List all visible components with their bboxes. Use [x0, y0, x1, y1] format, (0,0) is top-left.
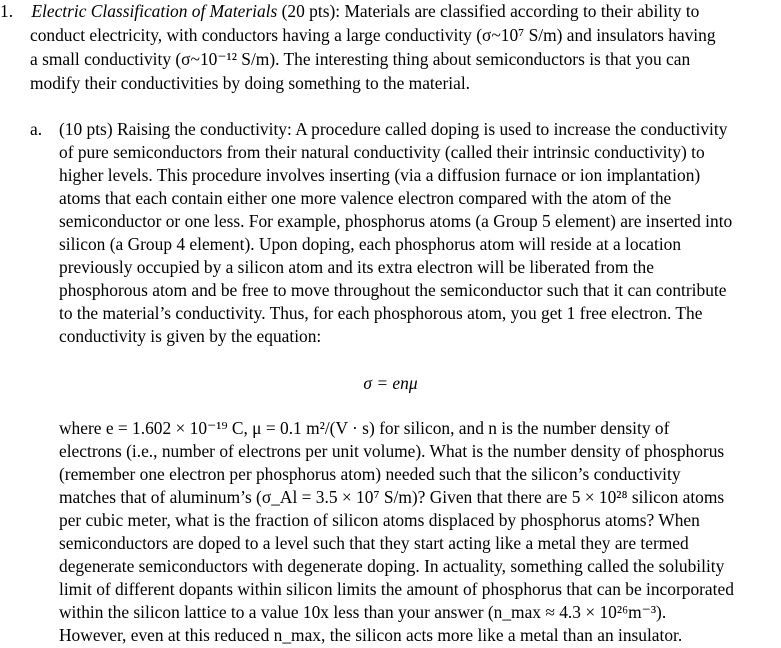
part-a-line-10: conductivity is given by the equation: — [59, 326, 322, 346]
part-a-line-6: silicon (a Group 4 element). Upon doping, each phosphorus atom will reside at a location — [59, 234, 682, 254]
part-a-line-2: of pure semiconductors from their natural conductivity (called their intrinsic conductivity) to — [59, 142, 705, 162]
problem-title: Electric Classification of Materials — [31, 1, 278, 21]
part-a-after-line-7: degenerate semiconductors with degenerate doping. In actuality, something called the solubility — [59, 556, 725, 576]
problem-intro-line-4: modify their conductivities by doing something to the material. — [30, 73, 470, 93]
problem-intro-line-3: a small conductivity (σ~10⁻¹² S/m). The interesting thing about semiconductors is that you can — [30, 49, 691, 69]
problem-number: 1. — [0, 1, 14, 21]
part-a-after-line-10: However, even at this reduced n_max, the silicon acts more like a metal than an insulator. — [59, 625, 683, 645]
part-a-marker: a. — [30, 119, 43, 139]
part-a-line-5: semiconductor or one less. For example, phosphorus atoms (a Group 5 element) are inserted into — [59, 211, 733, 231]
part-a-line-9: to the material’s conductivity. Thus, for each phosphorous atom, you get 1 free electron. The — [59, 303, 703, 323]
part-a-after-line-8: limit of different dopants within silicon limits the amount of phosphorus that can be incorporated — [59, 579, 734, 599]
part-a-line-8: phosphorous atom and be free to move throughout the semiconductor such that it can contribute — [59, 280, 727, 300]
part-a-after-line-3: (remember one electron per phosphorus atom) needed such that the silicon’s conductivity — [59, 464, 681, 484]
part-a-after-line-1: where e = 1.602 × 10⁻¹⁹ C, μ = 0.1 m²/(V · s) for silicon, and n is the number density of — [59, 418, 670, 438]
part-a-line-1: (10 pts) Raising the conductivity: A procedure called doping is used to increase the conductivity — [59, 119, 728, 139]
part-a-after-line-9: within the silicon lattice to a value 10x less than your answer (n_max ≈ 4.3 × 10²⁶m⁻³). — [59, 602, 667, 622]
problem-intro-line-1: : Materials are classified according to their ability to — [335, 1, 700, 21]
part-a-after-line-4: matches that of aluminum’s (σ_Al = 3.5 × 10⁷ S/m)? Given that there are 5 × 10²⁸ silicon atoms — [59, 487, 725, 507]
part-a-after-line-2: electrons (i.e., number of electrons per unit volume). What is the number density of phosphorus — [59, 441, 725, 461]
part-a-after-line-6: semiconductors are doped to a level such that they start acting like a metal they are termed — [59, 533, 689, 553]
part-a-line-7: previously occupied by a silicon atom and its extra electron will be liberated from the — [59, 257, 654, 277]
problem-intro-line-2: conduct electricity, with conductors having a large conductivity (σ~10⁷ S/m) and insulators having — [30, 25, 716, 45]
part-a-line-4: atoms that each contain either one more valence electron compared with the atom of the — [59, 188, 672, 208]
part-a-line-3: higher levels. This procedure involves inserting (via a diffusion furnace or ion implantation) — [59, 165, 701, 185]
problem-heading — [0, 0, 699, 22]
conductivity-equation: σ = enμ — [363, 373, 418, 393]
problem-points: (20 pts) — [281, 1, 336, 21]
part-a-after-line-5: per cubic meter, what is the fraction of silicon atoms displaced by phosphorus atoms? When — [59, 510, 700, 530]
